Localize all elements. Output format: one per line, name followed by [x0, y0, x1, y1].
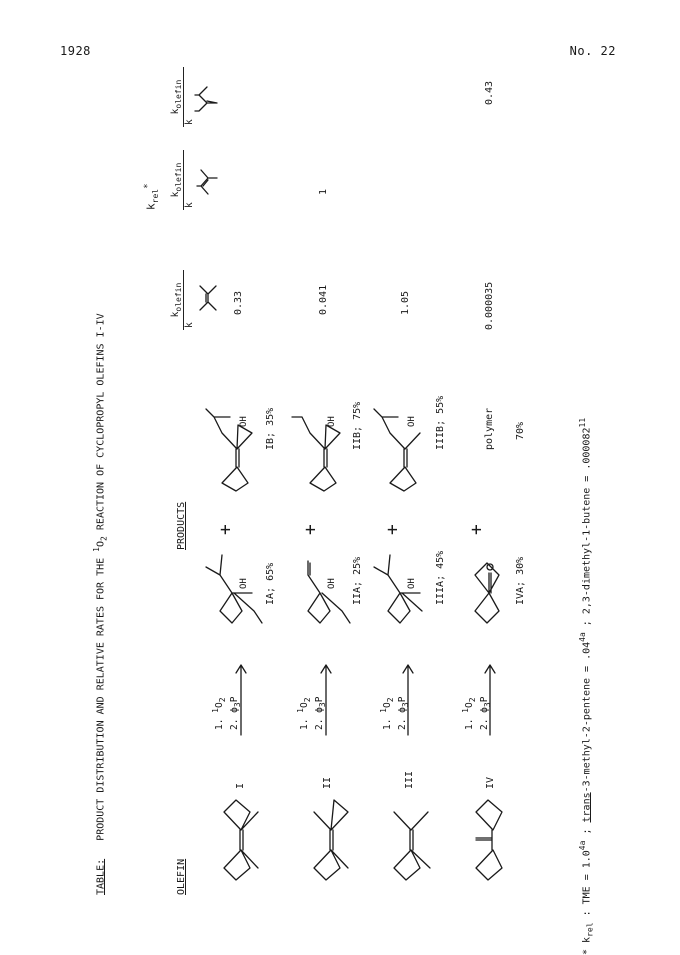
- arrow: [232, 655, 247, 735]
- footnote-c-sup: 4a: [578, 632, 587, 642]
- reagent-o: O: [299, 702, 311, 708]
- reagent-2-sub: 3: [317, 702, 327, 708]
- frac-num-sub: olefin: [173, 79, 183, 109]
- krel-sub: rel: [150, 188, 160, 204]
- product-IIIA-structure: [370, 543, 438, 633]
- col-krel: [142, 183, 160, 210]
- reagent-sub: 2: [468, 697, 478, 703]
- olefin-label: III: [404, 770, 415, 789]
- svg-text:OH: OH: [239, 416, 249, 427]
- reagent-2-sub: 3: [482, 702, 492, 708]
- reagent-1: 1.: [464, 712, 476, 730]
- reagent-2-p: P: [314, 696, 326, 703]
- arrow: [402, 655, 414, 735]
- footnote-a-sup: 4a: [578, 840, 587, 851]
- title-sup: 1: [92, 546, 101, 552]
- reagent-sub: 2: [218, 697, 228, 703]
- olefin-label: II: [322, 776, 333, 789]
- reagent-1: 1.: [214, 712, 226, 730]
- frac-num: k: [170, 108, 181, 115]
- reagent-2: 2. ϕ: [479, 707, 491, 730]
- frac-den: k: [183, 119, 195, 125]
- reagent-sup: 1: [296, 708, 305, 713]
- footnote-c: -3-methyl-2-pentene = .04: [581, 641, 593, 793]
- footnote-b: ;: [581, 822, 593, 835]
- krel-value-3: 0.43: [484, 80, 495, 105]
- reagent-2: 2. ϕ: [229, 707, 241, 730]
- olefin-II-structure: [300, 780, 360, 890]
- footnote-a: : TME = 1.0: [581, 850, 593, 923]
- col-olefin: OLEFIN: [176, 858, 187, 895]
- olefin-IV-structure: [462, 780, 522, 890]
- product-b-label: IB; 35%: [265, 407, 276, 450]
- dimethylbutene-structure: [195, 77, 221, 117]
- product-IIA-structure: [290, 543, 358, 633]
- arrow: [484, 655, 496, 735]
- reagent-1: 1.: [299, 712, 311, 730]
- product-b-label: IIIB; 55%: [435, 395, 446, 450]
- page-number: 1928: [60, 44, 91, 58]
- olefin-III-structure: [380, 780, 440, 890]
- frac-den: k: [183, 322, 195, 328]
- reagent-2-sub: 3: [232, 702, 242, 708]
- product-IIIB-structure: [370, 397, 438, 497]
- arrow: [317, 655, 332, 735]
- footnote-d-sup: 11: [578, 417, 587, 428]
- frac-header-2: [170, 150, 195, 210]
- plus: +: [382, 524, 403, 535]
- reagent-sup: 1: [379, 708, 388, 713]
- product-b-label: polymer: [484, 407, 495, 450]
- reagent-o: O: [464, 702, 476, 708]
- col-products: PRODUCTS: [176, 501, 187, 550]
- svg-text:OH: OH: [239, 578, 249, 589]
- reagent-2: 2. ϕ: [314, 707, 326, 730]
- table-title-rest: REACTION OF CYCLOPROPYL OLEFINS I-IV: [95, 313, 107, 531]
- svg-text:OH: OH: [327, 578, 337, 589]
- reagent-2-p: P: [397, 696, 409, 703]
- product-a-label: IIA; 25%: [352, 556, 363, 605]
- title-o2: O: [95, 540, 107, 547]
- reagent-o: O: [214, 702, 226, 708]
- product-b-label: IIB; 75%: [352, 401, 363, 450]
- frac-num-sub: olefin: [173, 162, 183, 192]
- svg-text:OH: OH: [407, 578, 417, 589]
- olefin-label: I: [235, 782, 246, 789]
- table-title: [92, 313, 108, 895]
- krel-k: k: [144, 203, 158, 210]
- krel-star: *: [142, 183, 153, 189]
- reagent-2-p: P: [229, 696, 241, 703]
- plus: +: [215, 524, 236, 535]
- table-title-text: PRODUCT DISTRIBUTION AND RELATIVE RATES FOR THE: [95, 557, 107, 841]
- frac-header-3: [170, 67, 195, 127]
- reagent-2-sub: 3: [400, 702, 410, 708]
- olefin-I-structure: [210, 780, 270, 890]
- footnote-k-sub: rel: [585, 922, 595, 937]
- reagent-1: 1.: [382, 712, 394, 730]
- footnote-trans: trans: [581, 792, 593, 823]
- frac-den: k: [183, 202, 195, 208]
- reagent-o: O: [382, 702, 394, 708]
- frac-num: k: [170, 311, 181, 318]
- issue-number: No. 22: [569, 44, 616, 58]
- svg-text:OH: OH: [407, 416, 417, 427]
- krel-value: 0.33: [233, 290, 244, 315]
- product-a-label: IA; 65%: [265, 562, 276, 605]
- frac-num-sub: olefin: [173, 282, 183, 312]
- product-a-label: IIIA; 45%: [435, 550, 446, 605]
- krel-value-2: 1: [318, 188, 329, 195]
- product-b-yield: 70%: [515, 421, 526, 440]
- product-IA-structure: [202, 543, 270, 633]
- product-IB-structure: [202, 397, 270, 497]
- reagent-sub: 2: [386, 697, 396, 703]
- product-IVA-structure: [455, 533, 523, 633]
- footnote: [578, 418, 594, 955]
- reagent-sub: 2: [303, 697, 313, 703]
- plus: +: [466, 524, 487, 535]
- reagent-2: 2. ϕ: [397, 707, 409, 730]
- frac-header-1: [170, 270, 195, 330]
- krel-value: 0.041: [318, 284, 329, 315]
- footnote-k: k: [581, 936, 593, 943]
- table-label: TABLE:: [95, 858, 107, 895]
- footnote-star: *: [581, 948, 593, 955]
- olefin-label: IV: [485, 776, 496, 789]
- rotated-table: [90, 79, 650, 955]
- methylpentene-structure: [195, 160, 221, 200]
- svg-text:OH: OH: [327, 416, 337, 427]
- plus: +: [300, 524, 321, 535]
- reagent-sup: 1: [211, 708, 220, 713]
- reagent-sup: 1: [461, 708, 470, 713]
- product-IIB-structure: [290, 397, 358, 497]
- krel-value: 1.05: [400, 290, 411, 315]
- frac-num: k: [170, 191, 181, 198]
- reagent-2-p: P: [479, 696, 491, 703]
- tme-structure: [195, 280, 221, 320]
- product-a-label: IVA; 30%: [515, 556, 526, 605]
- title-sub: 2: [99, 536, 109, 541]
- krel-value: 0.000035: [484, 281, 495, 330]
- footnote-d: ; 2,3-dimethyl-1-butene = .000082: [581, 427, 593, 627]
